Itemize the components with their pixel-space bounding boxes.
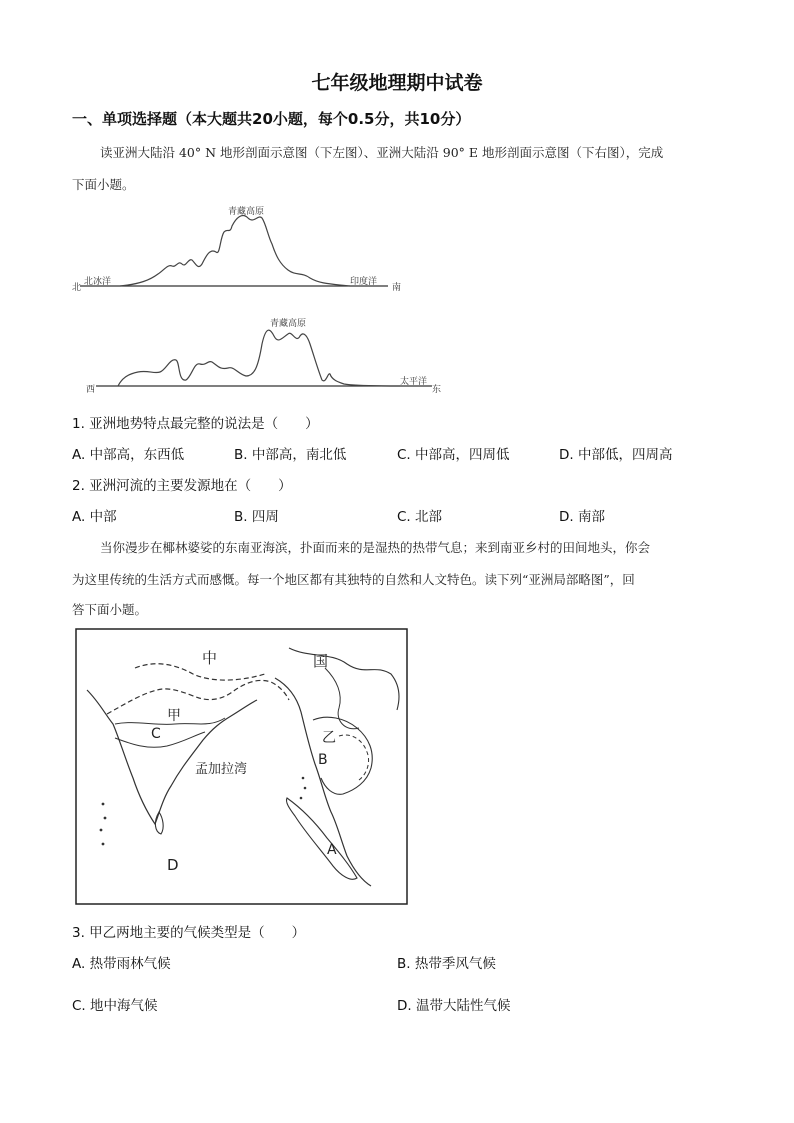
section-heading: 一、单项选择题（本大题共20小题，每个0.5分，共10分）: [72, 110, 471, 128]
question-3-option-a[interactable]: A. 热带雨林气候: [72, 956, 171, 972]
island-dot: [300, 797, 303, 800]
page-title: 七年级地理期中试卷: [311, 72, 483, 94]
map-label-yi: 乙: [322, 730, 336, 746]
question-2-option-c[interactable]: C. 北部: [397, 509, 443, 525]
map-label-bay-of-bengal: 孟加拉湾: [195, 762, 248, 777]
peak-label: 青藏高原: [228, 207, 265, 217]
question-3-option-d[interactable]: D. 温带大陆性气候: [397, 998, 511, 1014]
left-sea-label: 北冰洋: [84, 277, 112, 287]
intro-paragraph-line: 下面小题。: [72, 177, 135, 192]
map-label-guo: 国: [313, 652, 329, 670]
map-label-c: C: [151, 726, 161, 742]
intro-paragraph-line: 读亚洲大陆沿 40° N 地形剖面示意图（下左图）、亚洲大陆沿 90° E 地形剖面示意图（下右图），完成: [100, 145, 664, 160]
question-3-stem: 3. 甲乙两地主要的气候类型是（ ）: [72, 925, 306, 941]
map-label-b: B: [318, 752, 328, 768]
profile-90e-diagram: [82, 314, 452, 396]
terrain-profile: [118, 330, 400, 386]
peak-label: 青藏高原: [270, 319, 307, 329]
intro-paragraph-line: 当你漫步在椰林婆娑的东南亚海滨，扑面而来的是湿热的热带气息；来到南亚乡村的田间地头，你会: [100, 540, 651, 555]
question-1-option-a[interactable]: A. 中部高，东西低: [72, 447, 185, 463]
question-1-option-d[interactable]: D. 中部低，四周高: [559, 447, 673, 463]
question-2-stem: 2. 亚洲河流的主要发源地在（ ）: [72, 478, 292, 494]
intro-paragraph-line: 答下面小题。: [72, 602, 148, 617]
right-direction-label: 南: [392, 283, 402, 293]
island-dot: [100, 829, 103, 832]
profile-40n-diagram: [70, 198, 410, 298]
asia-partial-map: [75, 628, 409, 906]
question-2-option-b[interactable]: B. 四周: [234, 509, 279, 525]
map-label-d: D: [167, 856, 179, 874]
question-1-option-c[interactable]: C. 中部高，四周低: [397, 447, 510, 463]
left-direction-label: 北: [72, 283, 82, 293]
terrain-profile: [120, 216, 350, 286]
map-label-jia: 甲: [167, 708, 181, 724]
island-dot: [302, 777, 305, 780]
question-3-option-b[interactable]: B. 热带季风气候: [397, 956, 496, 972]
right-sea-label: 太平洋: [400, 377, 428, 387]
intro-paragraph-line: 为这里传统的生活方式而感慨。每一个地区都有其独特的自然和人文特色。读下列“亚洲局部略图”，回: [72, 572, 635, 587]
question-1-option-b[interactable]: B. 中部高，南北低: [234, 447, 347, 463]
question-3-option-c[interactable]: C. 地中海气候: [72, 998, 158, 1014]
question-1-stem: 1. 亚洲地势特点最完整的说法是（ ）: [72, 416, 319, 432]
right-sea-label: 印度洋: [350, 277, 378, 287]
map-label-a: A: [327, 842, 337, 858]
island-dot: [104, 817, 107, 820]
question-2-option-d[interactable]: D. 南部: [559, 509, 605, 525]
island-dot: [102, 843, 105, 846]
island-dot: [102, 803, 105, 806]
right-direction-label: 东: [432, 385, 442, 395]
left-direction-label: 西: [86, 385, 96, 395]
map-label-zhong: 中: [202, 649, 218, 667]
question-2-option-a[interactable]: A. 中部: [72, 509, 117, 525]
island-dot: [304, 787, 307, 790]
